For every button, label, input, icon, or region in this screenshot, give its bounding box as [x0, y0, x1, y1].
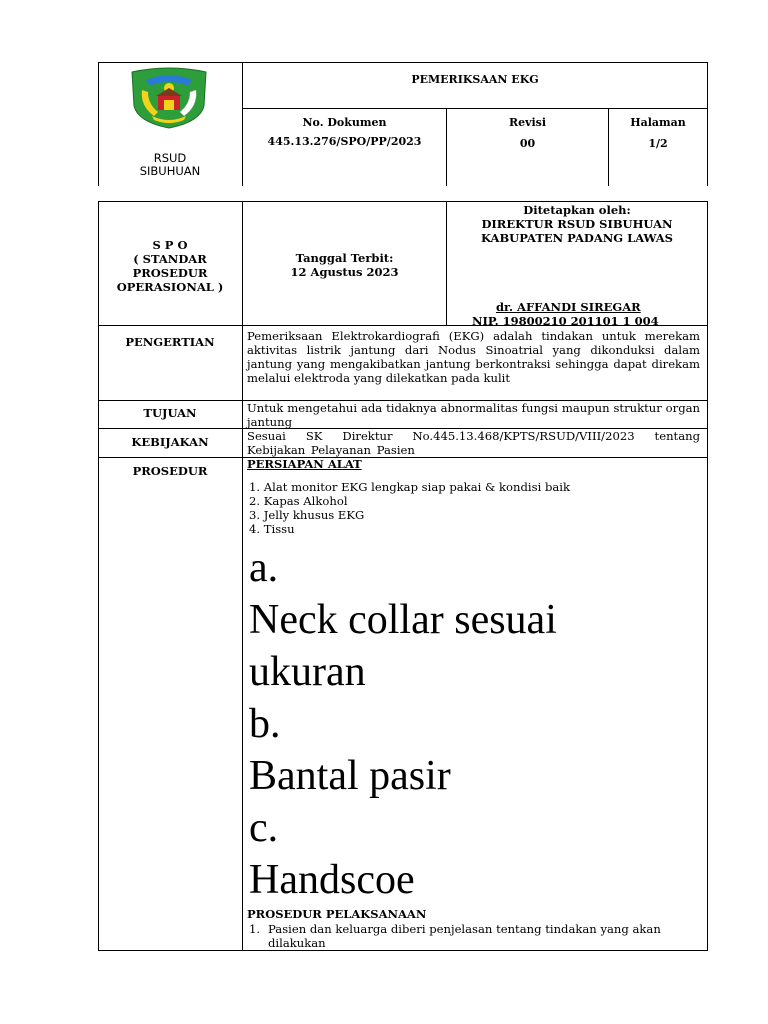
- director-line2: KABUPATEN PADANG LAWAS: [481, 231, 673, 245]
- signer-name: dr. AFFANDI SIREGAR: [496, 300, 641, 314]
- document-title: PEMERIKSAAN EKG: [411, 73, 539, 86]
- spo-line1: S P O: [152, 238, 188, 252]
- large-equipment-list: [249, 542, 705, 906]
- hospital-emblem-icon: [128, 66, 210, 130]
- set-by-label: Ditetapkan oleh:: [523, 203, 631, 217]
- issue-date-label: Tanggal Terbit:: [295, 251, 394, 265]
- list-item: Neck collar sesuai: [249, 597, 557, 643]
- approval-block: [447, 203, 707, 245]
- list-item: Bantal pasir: [249, 753, 451, 799]
- prosedur-label: PROSEDUR: [132, 464, 208, 478]
- kebijakan-text: Sesuai SK Direktur No.445.13.468/KPTS/RSUD/VIII/2023 tentang Kebijakan Pelayanan Pasien: [247, 429, 700, 457]
- director-line1: DIREKTUR RSUD SIBUHUAN: [481, 217, 673, 231]
- list-item: 4. Tissu: [249, 522, 295, 536]
- page-value: 1/2: [648, 137, 668, 150]
- page-label: Halaman: [630, 116, 686, 129]
- spo-label: [100, 238, 240, 294]
- revision-value: 00: [519, 137, 536, 150]
- list-item: 2. Kapas Alkohol: [249, 494, 348, 508]
- pelaksanaan-title: PROSEDUR PELAKSANAAN: [247, 907, 427, 921]
- persiapan-list: [249, 480, 699, 536]
- list-item: b.: [249, 701, 281, 747]
- list-item: 3. Jelly khusus EKG: [249, 508, 365, 522]
- issue-date-block: [243, 251, 446, 279]
- list-item: 1. Alat monitor EKG lengkap siap pakai & kondisi baik: [249, 480, 571, 494]
- list-item: c.: [249, 805, 279, 851]
- spo-line2: ( STANDAR: [133, 252, 207, 266]
- list-item: Handscoe: [249, 857, 415, 903]
- spo-line4: OPERASIONAL ): [116, 280, 224, 294]
- doc-no-label: No. Dokumen: [302, 116, 387, 129]
- pengertian-label: PENGERTIAN: [125, 335, 215, 349]
- doc-no-value: 445.13.276/SPO/PP/2023: [267, 135, 422, 148]
- list-item: a.: [249, 545, 279, 591]
- kebijakan-label: KEBIJAKAN: [131, 435, 209, 449]
- pengertian-text: Pemeriksaan Elektrokardiografi (EKG) adalah tindakan untuk merekam aktivitas listrik jantung dari Nodus Sinoatrial yang dikonduksi dalam jantung yang mengakibatkan jantung berkontraksi sehingga dapat direkam melalui elektroda yang dilekatkan pada kulit: [247, 329, 700, 385]
- hospital-name-line2: SIBUHUAN: [139, 164, 201, 178]
- hospital-name-line1: RSUD: [153, 151, 187, 165]
- spo-line3: PROSEDUR: [132, 266, 208, 280]
- tujuan-text: Untuk mengetahui ada tidaknya abnormalitas fungsi maupun struktur organ jantung: [247, 401, 700, 429]
- tujuan-label: TUJUAN: [143, 406, 197, 420]
- signer-nip: NIP. 19800210 201101 1 004: [472, 314, 659, 328]
- pelaksanaan-item-number: 1.: [249, 922, 261, 936]
- list-item: ukuran: [249, 649, 366, 695]
- persiapan-title: PERSIAPAN ALAT: [247, 457, 362, 471]
- revision-label: Revisi: [508, 116, 547, 129]
- issue-date-value: 12 Agustus 2023: [290, 265, 399, 279]
- pelaksanaan-item-text: Pasien dan keluarga diberi penjelasan tentang tindakan yang akan dilakukan: [268, 922, 661, 950]
- hospital-name: [100, 152, 240, 178]
